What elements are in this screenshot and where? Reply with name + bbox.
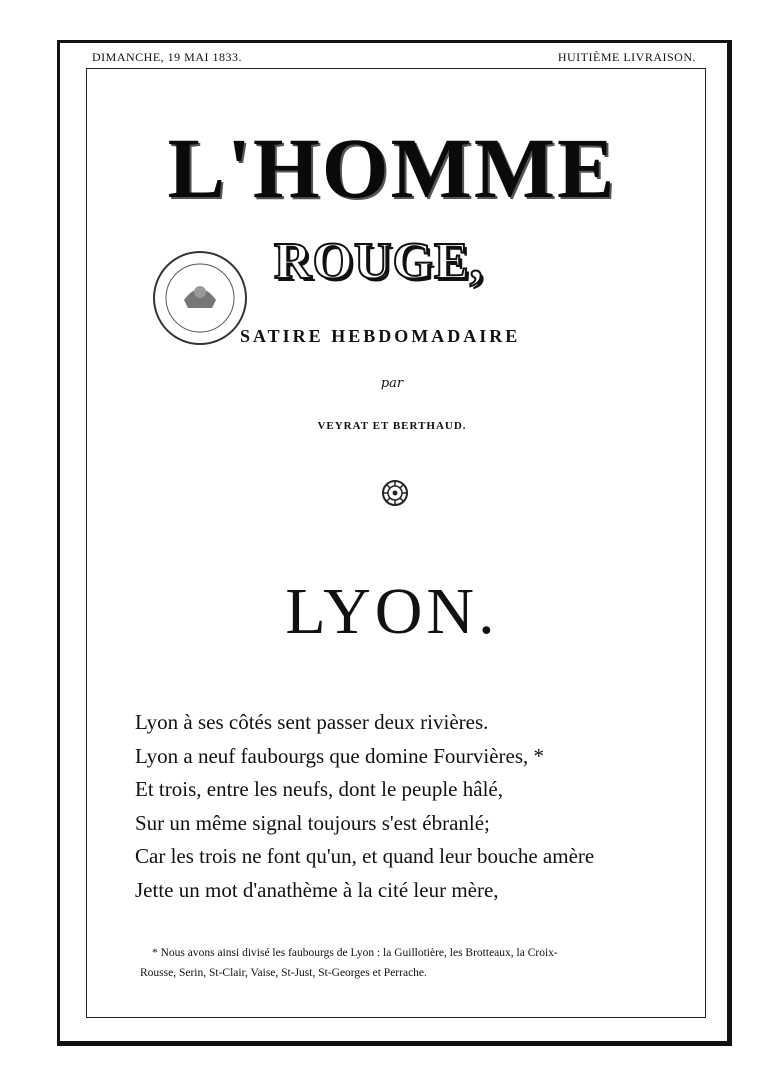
verse-line: Jette un mot d'anathème à la cité leur mère, bbox=[135, 877, 499, 902]
ornament-icon bbox=[380, 478, 410, 508]
byline-par: par bbox=[380, 376, 404, 391]
verse-line: Lyon a neuf faubourgs que domine Fourvières, * bbox=[135, 743, 545, 768]
footnote-line: * Nous avons ainsi divisé les faubourgs de Lyon : la Guillotière, les Brotteaux, la Croix- bbox=[152, 947, 558, 959]
masthead-title-sub: ROUGE, bbox=[274, 233, 484, 290]
authors: VEYRAT ET BERTHAUD. bbox=[317, 420, 467, 432]
footnote bbox=[140, 943, 660, 983]
verse-line: Et trois, entre les neufs, dont le peuple hâlé, bbox=[135, 777, 503, 801]
library-stamp bbox=[150, 248, 250, 348]
issue-date: DIMANCHE, 19 MAI 1833. bbox=[92, 50, 242, 64]
masthead-subtitle: SATIRE HEBDOMADAIRE bbox=[240, 326, 521, 346]
verse-line: Lyon à ses côtés sent passer deux rivières. bbox=[135, 710, 489, 734]
issue-number: HUITIÈME LIVRAISON. bbox=[557, 50, 696, 64]
masthead-title: L'HOMME bbox=[167, 120, 617, 216]
footnote-line: Rousse, Serin, St-Clair, Vaise, St-Just, St-Georges et Perrache. bbox=[140, 967, 427, 979]
verse-line: Car les trois ne font qu'un, et quand leur bouche amère bbox=[135, 844, 595, 868]
verse-line: Sur un même signal toujours s'est ébranlé; bbox=[135, 810, 490, 835]
poem-verses bbox=[135, 706, 695, 907]
poem-title: LYON. bbox=[285, 575, 499, 648]
